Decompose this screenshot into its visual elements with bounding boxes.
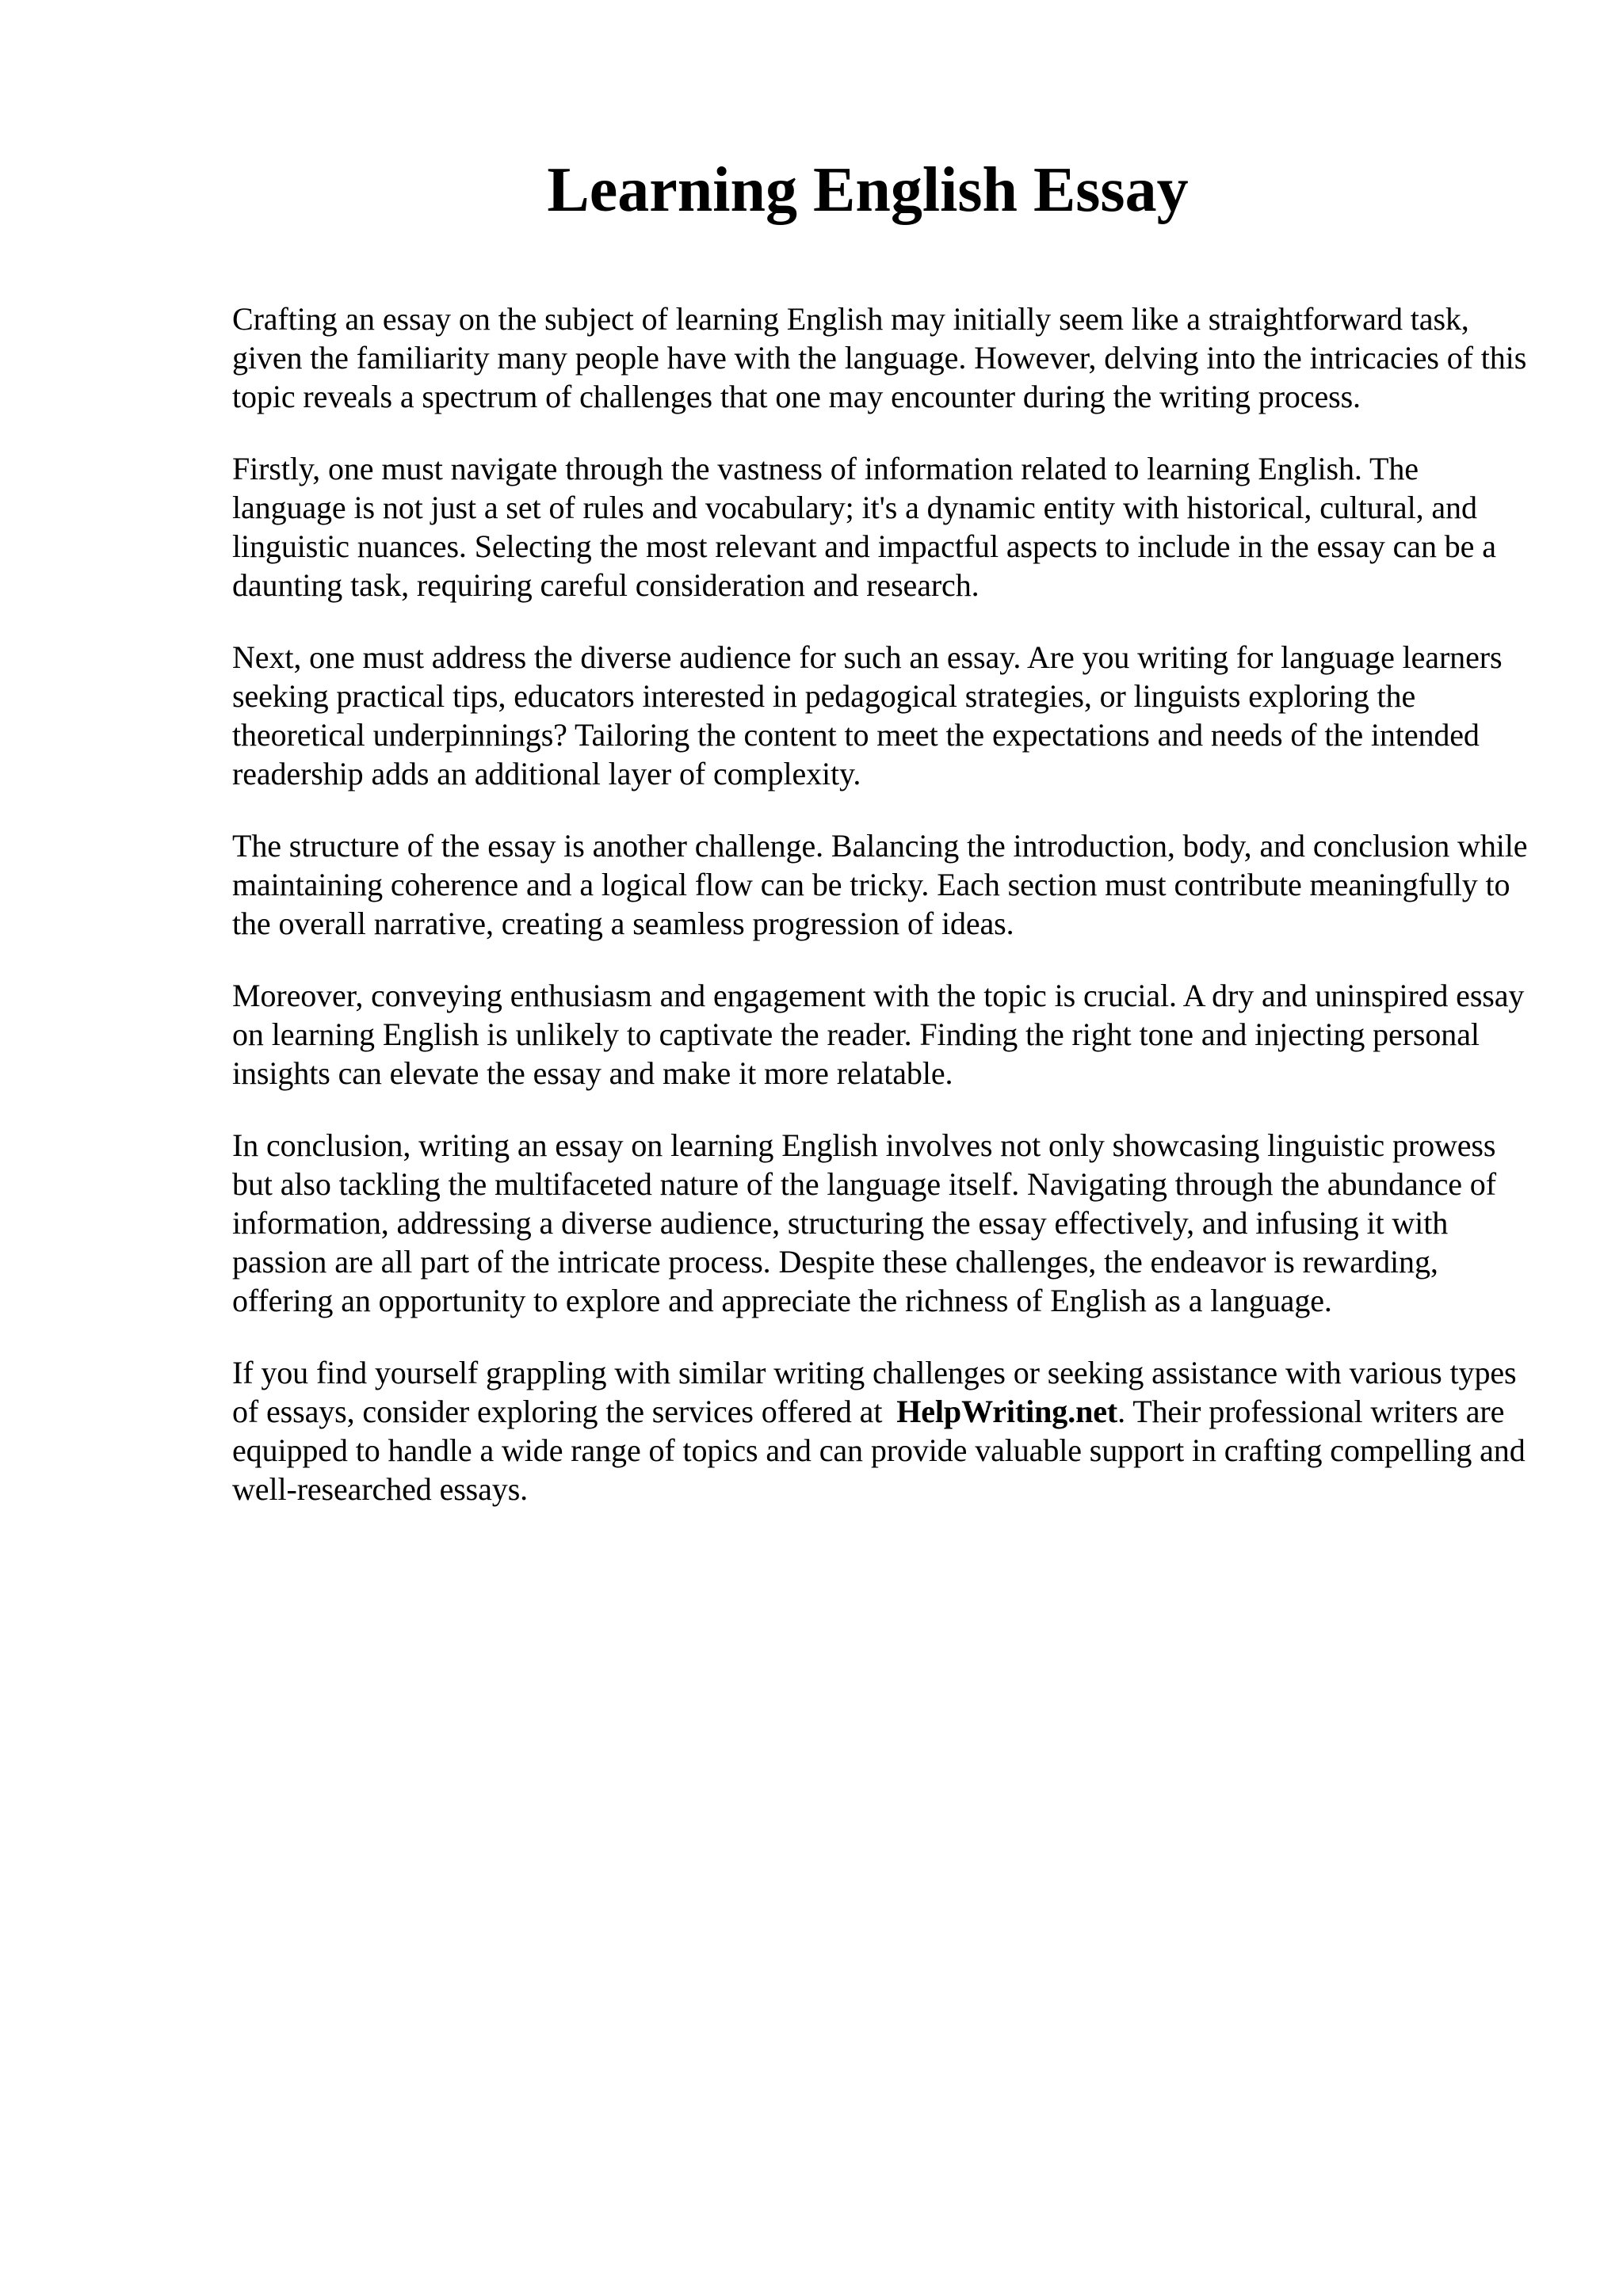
page-title: Learning English Essay	[547, 155, 1189, 225]
closing-text-before-link: If you find yourself grappling with similar writing challenges or seeking assistance with various types of essays, consider exploring the services offered at	[232, 1355, 1517, 1429]
paragraph-intro: Crafting an essay on the subject of learning English may initially seem like a straightforward task, given the familiarity many people have with the language. However, delving into the intricacies of this topic reveals a spectrum of challenges that one may encounter during the writing process.	[232, 301, 1527, 414]
paragraph-structure: The structure of the essay is another challenge. Balancing the introduction, body, and conclusion while maintaining coherence and a logical flow can be tricky. Each section must contribute meaningfully to the overall narrative, creating a seamless progression of ideas.	[232, 828, 1528, 941]
paragraph-enthusiasm: Moreover, conveying enthusiasm and engagement with the topic is crucial. A dry and uninspired essay on learning English is unlikely to captivate the reader. Finding the right tone and injecting personal insights can elevate the essay and make it more relatable.	[232, 978, 1525, 1091]
paragraph-audience: Next, one must address the diverse audience for such an essay. Are you writing for language learners seeking practical tips, educators interested in pedagogical strategies, or linguists exploring the theoretical underpinnings? Tailoring the content to meet the expectations and needs of the intended readership adds an additional layer of complexity.	[232, 639, 1503, 791]
paragraph-conclusion: In conclusion, writing an essay on learning English involves not only showcasing linguistic prowess but also tackling the multifaceted nature of the language itself. Navigating through the abundance of information, addressing a diverse audience, structuring the essay effectively, and infusing it with passion are all part of the intricate process. Despite these challenges, the endeavor is rewarding, offering an opportunity to explore and appreciate the richness of English as a language.	[232, 1127, 1496, 1318]
paragraph-information: Firstly, one must navigate through the vastness of information related to learning English. The language is not just a set of rules and vocabulary; it's a dynamic entity with historical, cultural, and linguistic nuances. Selecting the most relevant and impactful aspects to include in the essay can be a daunting task, requiring careful consideration and research.	[232, 451, 1496, 603]
essay-body	[232, 299, 1532, 1542]
paragraph-closing	[232, 1353, 1532, 1508]
helpwriting-link[interactable]: HelpWriting.net	[896, 1394, 1118, 1429]
closing-text-after-link: . Their professional writers are equipped to handle a wide range of topics and can provide valuable support in crafting compelling and well-researched essays.	[232, 1394, 1526, 1507]
